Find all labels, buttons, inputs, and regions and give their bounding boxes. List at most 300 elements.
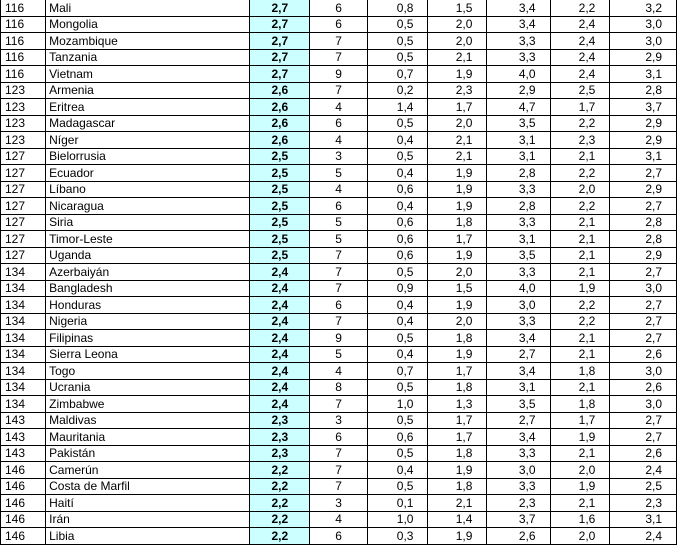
value-cell-2: 0,5 [367, 379, 428, 396]
value-cell-5: 2,0 [550, 462, 610, 479]
value-cell-1: 4 [310, 99, 368, 116]
value-cell-3: 1,8 [428, 330, 487, 347]
value-cell-4: 3,3 [487, 33, 550, 50]
score-cell: 2,3 [250, 429, 310, 446]
value-cell-6: 3,7 [610, 99, 677, 116]
value-cell-2: 0,5 [367, 33, 428, 50]
score-cell: 2,5 [250, 247, 310, 264]
value-cell-4: 3,0 [487, 297, 550, 314]
table-row [1, 66, 677, 83]
table-row [1, 264, 677, 281]
value-cell-3: 1,4 [428, 511, 487, 528]
value-cell-6: 2,9 [610, 247, 677, 264]
value-cell-4: 3,3 [487, 214, 550, 231]
table-row [1, 198, 677, 215]
value-cell-1: 4 [310, 132, 368, 149]
table-row [1, 379, 677, 396]
country-cell: Libia [46, 528, 250, 545]
rank-cell: 134 [1, 396, 46, 413]
value-cell-5: 2,2 [550, 0, 610, 16]
value-cell-5: 2,1 [550, 330, 610, 347]
country-cell: Ucrania [46, 379, 250, 396]
value-cell-1: 6 [310, 115, 368, 132]
country-cell: Pakistán [46, 445, 250, 462]
value-cell-6: 2,7 [610, 297, 677, 314]
score-cell: 2,6 [250, 115, 310, 132]
value-cell-2: 1,4 [367, 99, 428, 116]
rank-cell: 127 [1, 247, 46, 264]
rank-cell: 134 [1, 346, 46, 363]
value-cell-6: 3,0 [610, 280, 677, 297]
value-cell-5: 2,4 [550, 66, 610, 83]
rank-cell: 146 [1, 528, 46, 545]
value-cell-3: 1,7 [428, 429, 487, 446]
value-cell-5: 1,9 [550, 429, 610, 446]
value-cell-5: 2,2 [550, 313, 610, 330]
value-cell-4: 3,1 [487, 148, 550, 165]
value-cell-1: 6 [310, 198, 368, 215]
table-row [1, 132, 677, 149]
value-cell-2: 0,3 [367, 528, 428, 545]
table-row [1, 247, 677, 264]
value-cell-3: 1,7 [428, 412, 487, 429]
table-row [1, 297, 677, 314]
rank-cell: 143 [1, 412, 46, 429]
value-cell-6: 2,9 [610, 49, 677, 66]
value-cell-4: 4,0 [487, 66, 550, 83]
country-cell: Madagascar [46, 115, 250, 132]
country-cell: Eritrea [46, 99, 250, 116]
value-cell-1: 6 [310, 528, 368, 545]
value-cell-3: 2,0 [428, 115, 487, 132]
value-cell-6: 2,6 [610, 346, 677, 363]
rank-cell: 146 [1, 511, 46, 528]
country-cell: Bangladesh [46, 280, 250, 297]
value-cell-5: 1,8 [550, 363, 610, 380]
country-cell: Uganda [46, 247, 250, 264]
value-cell-2: 0,4 [367, 313, 428, 330]
country-cell: Ecuador [46, 165, 250, 182]
value-cell-6: 2,6 [610, 445, 677, 462]
value-cell-4: 3,3 [487, 445, 550, 462]
value-cell-5: 2,1 [550, 214, 610, 231]
score-cell: 2,5 [250, 148, 310, 165]
value-cell-2: 0,5 [367, 264, 428, 281]
value-cell-5: 2,1 [550, 247, 610, 264]
value-cell-1: 7 [310, 247, 368, 264]
value-cell-3: 1,9 [428, 462, 487, 479]
value-cell-4: 3,1 [487, 132, 550, 149]
value-cell-6: 2,8 [610, 82, 677, 99]
score-cell: 2,4 [250, 363, 310, 380]
value-cell-1: 7 [310, 396, 368, 413]
value-cell-1: 5 [310, 346, 368, 363]
value-cell-4: 3,0 [487, 462, 550, 479]
value-cell-2: 0,5 [367, 412, 428, 429]
score-cell: 2,7 [250, 16, 310, 33]
table-row [1, 330, 677, 347]
country-cell: Honduras [46, 297, 250, 314]
country-cell: Haití [46, 495, 250, 512]
rank-cell: 116 [1, 66, 46, 83]
value-cell-4: 2,6 [487, 528, 550, 545]
value-cell-3: 1,9 [428, 528, 487, 545]
score-cell: 2,6 [250, 99, 310, 116]
value-cell-5: 2,1 [550, 346, 610, 363]
rank-cell: 134 [1, 313, 46, 330]
value-cell-1: 3 [310, 412, 368, 429]
value-cell-2: 0,4 [367, 198, 428, 215]
table-row [1, 429, 677, 446]
value-cell-4: 3,3 [487, 478, 550, 495]
value-cell-6: 2,9 [610, 115, 677, 132]
value-cell-5: 2,4 [550, 33, 610, 50]
value-cell-2: 0,4 [367, 132, 428, 149]
table-row [1, 49, 677, 66]
value-cell-5: 1,7 [550, 412, 610, 429]
value-cell-3: 2,0 [428, 264, 487, 281]
table-row [1, 115, 677, 132]
value-cell-6: 2,7 [610, 429, 677, 446]
table-row [1, 412, 677, 429]
value-cell-5: 1,9 [550, 280, 610, 297]
value-cell-2: 0,6 [367, 231, 428, 248]
country-cell: Mali [46, 0, 250, 16]
value-cell-2: 0,4 [367, 346, 428, 363]
value-cell-5: 1,6 [550, 511, 610, 528]
value-cell-3: 1,9 [428, 198, 487, 215]
value-cell-1: 3 [310, 495, 368, 512]
value-cell-2: 0,6 [367, 429, 428, 446]
value-cell-2: 0,5 [367, 478, 428, 495]
value-cell-3: 1,9 [428, 297, 487, 314]
table-row [1, 99, 677, 116]
rank-cell: 134 [1, 379, 46, 396]
score-cell: 2,7 [250, 49, 310, 66]
table-row [1, 231, 677, 248]
rank-cell: 134 [1, 297, 46, 314]
value-cell-2: 0,9 [367, 280, 428, 297]
value-cell-6: 2,8 [610, 214, 677, 231]
value-cell-3: 1,8 [428, 445, 487, 462]
value-cell-5: 2,0 [550, 181, 610, 198]
value-cell-2: 0,5 [367, 445, 428, 462]
country-cell: Azerbaiyán [46, 264, 250, 281]
rank-cell: 123 [1, 99, 46, 116]
value-cell-4: 3,5 [487, 115, 550, 132]
rank-cell: 127 [1, 214, 46, 231]
value-cell-3: 1,9 [428, 66, 487, 83]
rank-cell: 116 [1, 49, 46, 66]
value-cell-3: 2,1 [428, 495, 487, 512]
score-cell: 2,4 [250, 313, 310, 330]
value-cell-3: 1,7 [428, 99, 487, 116]
value-cell-1: 4 [310, 511, 368, 528]
table-row [1, 16, 677, 33]
value-cell-1: 8 [310, 379, 368, 396]
value-cell-5: 2,5 [550, 82, 610, 99]
value-cell-6: 2,4 [610, 462, 677, 479]
score-cell: 2,5 [250, 181, 310, 198]
table-row [1, 511, 677, 528]
value-cell-2: 0,4 [367, 297, 428, 314]
value-cell-5: 2,1 [550, 445, 610, 462]
value-cell-3: 2,0 [428, 33, 487, 50]
score-cell: 2,2 [250, 462, 310, 479]
value-cell-3: 2,1 [428, 49, 487, 66]
value-cell-2: 0,5 [367, 49, 428, 66]
table-row [1, 148, 677, 165]
value-cell-2: 0,6 [367, 181, 428, 198]
value-cell-1: 7 [310, 445, 368, 462]
rank-cell: 123 [1, 82, 46, 99]
value-cell-6: 2,8 [610, 231, 677, 248]
value-cell-5: 1,7 [550, 99, 610, 116]
country-cell: Zimbabwe [46, 396, 250, 413]
value-cell-1: 7 [310, 478, 368, 495]
score-cell: 2,2 [250, 511, 310, 528]
country-cell: Maldivas [46, 412, 250, 429]
value-cell-6: 3,1 [610, 511, 677, 528]
value-cell-5: 2,1 [550, 231, 610, 248]
rank-cell: 146 [1, 462, 46, 479]
value-cell-4: 3,3 [487, 264, 550, 281]
value-cell-4: 3,1 [487, 231, 550, 248]
value-cell-1: 7 [310, 462, 368, 479]
value-cell-1: 7 [310, 82, 368, 99]
value-cell-3: 1,8 [428, 478, 487, 495]
rank-cell: 116 [1, 33, 46, 50]
value-cell-4: 3,3 [487, 313, 550, 330]
score-cell: 2,2 [250, 495, 310, 512]
value-cell-3: 1,5 [428, 0, 487, 16]
rank-cell: 127 [1, 148, 46, 165]
table-row [1, 33, 677, 50]
rank-cell: 146 [1, 495, 46, 512]
value-cell-5: 2,2 [550, 297, 610, 314]
value-cell-2: 0,7 [367, 66, 428, 83]
value-cell-2: 0,4 [367, 165, 428, 182]
value-cell-2: 0,5 [367, 148, 428, 165]
value-cell-4: 2,7 [487, 412, 550, 429]
value-cell-4: 3,4 [487, 363, 550, 380]
value-cell-3: 1,7 [428, 231, 487, 248]
table-row [1, 495, 677, 512]
score-cell: 2,5 [250, 231, 310, 248]
score-cell: 2,5 [250, 165, 310, 182]
value-cell-4: 3,4 [487, 429, 550, 446]
value-cell-6: 2,9 [610, 181, 677, 198]
score-cell: 2,4 [250, 346, 310, 363]
value-cell-6: 2,6 [610, 379, 677, 396]
value-cell-1: 5 [310, 231, 368, 248]
value-cell-3: 1,9 [428, 181, 487, 198]
value-cell-4: 3,5 [487, 247, 550, 264]
country-cell: Irán [46, 511, 250, 528]
table-row [1, 363, 677, 380]
value-cell-4: 3,3 [487, 181, 550, 198]
score-cell: 2,5 [250, 198, 310, 215]
value-cell-2: 0,2 [367, 82, 428, 99]
value-cell-1: 6 [310, 429, 368, 446]
value-cell-3: 1,5 [428, 280, 487, 297]
value-cell-6: 2,9 [610, 132, 677, 149]
value-cell-2: 0,4 [367, 462, 428, 479]
score-cell: 2,7 [250, 0, 310, 16]
rank-cell: 134 [1, 330, 46, 347]
value-cell-4: 3,4 [487, 16, 550, 33]
score-cell: 2,4 [250, 379, 310, 396]
rank-cell: 127 [1, 181, 46, 198]
value-cell-2: 0,8 [367, 0, 428, 16]
value-cell-4: 3,4 [487, 0, 550, 16]
value-cell-1: 6 [310, 0, 368, 16]
table-row [1, 313, 677, 330]
value-cell-6: 3,0 [610, 363, 677, 380]
value-cell-6: 2,4 [610, 528, 677, 545]
table-row [1, 396, 677, 413]
value-cell-4: 2,3 [487, 495, 550, 512]
table-row [1, 165, 677, 182]
value-cell-4: 4,7 [487, 99, 550, 116]
value-cell-1: 9 [310, 330, 368, 347]
value-cell-4: 2,8 [487, 165, 550, 182]
value-cell-1: 9 [310, 66, 368, 83]
value-cell-2: 1,0 [367, 511, 428, 528]
value-cell-1: 7 [310, 33, 368, 50]
country-cell: Armenia [46, 82, 250, 99]
value-cell-3: 2,1 [428, 148, 487, 165]
table-row [1, 346, 677, 363]
value-cell-6: 3,0 [610, 33, 677, 50]
score-cell: 2,3 [250, 445, 310, 462]
value-cell-4: 2,9 [487, 82, 550, 99]
table-row [1, 181, 677, 198]
table-row [1, 462, 677, 479]
rank-cell: 146 [1, 478, 46, 495]
rank-cell: 127 [1, 165, 46, 182]
value-cell-5: 2,1 [550, 148, 610, 165]
country-cell: Níger [46, 132, 250, 149]
value-cell-1: 7 [310, 49, 368, 66]
value-cell-6: 2,3 [610, 495, 677, 512]
country-cell: Sierra Leona [46, 346, 250, 363]
value-cell-5: 2,2 [550, 165, 610, 182]
value-cell-1: 6 [310, 297, 368, 314]
value-cell-2: 1,0 [367, 396, 428, 413]
score-cell: 2,7 [250, 66, 310, 83]
rank-cell: 116 [1, 0, 46, 16]
value-cell-3: 1,9 [428, 165, 487, 182]
rank-cell: 127 [1, 231, 46, 248]
score-cell: 2,5 [250, 214, 310, 231]
country-cell: Costa de Marfil [46, 478, 250, 495]
country-cell: Mongolia [46, 16, 250, 33]
value-cell-3: 2,3 [428, 82, 487, 99]
value-cell-4: 3,5 [487, 396, 550, 413]
score-cell: 2,4 [250, 396, 310, 413]
value-cell-4: 2,7 [487, 346, 550, 363]
country-cell: Nigeria [46, 313, 250, 330]
value-cell-3: 1,3 [428, 396, 487, 413]
value-cell-1: 7 [310, 264, 368, 281]
value-cell-6: 3,0 [610, 396, 677, 413]
value-cell-6: 2,5 [610, 478, 677, 495]
table-row [1, 528, 677, 545]
value-cell-4: 2,8 [487, 198, 550, 215]
country-cell: Togo [46, 363, 250, 380]
rank-cell: 143 [1, 429, 46, 446]
country-cell: Mauritania [46, 429, 250, 446]
value-cell-4: 3,7 [487, 511, 550, 528]
value-cell-5: 1,8 [550, 396, 610, 413]
score-cell: 2,3 [250, 412, 310, 429]
value-cell-5: 1,9 [550, 478, 610, 495]
value-cell-6: 3,1 [610, 148, 677, 165]
value-cell-4: 3,4 [487, 330, 550, 347]
country-cell: Mozambique [46, 33, 250, 50]
value-cell-5: 2,3 [550, 132, 610, 149]
value-cell-1: 5 [310, 165, 368, 182]
score-cell: 2,4 [250, 264, 310, 281]
value-cell-2: 0,5 [367, 16, 428, 33]
rank-cell: 127 [1, 198, 46, 215]
score-cell: 2,7 [250, 33, 310, 50]
value-cell-2: 0,6 [367, 247, 428, 264]
value-cell-6: 2,7 [610, 313, 677, 330]
country-cell: Camerún [46, 462, 250, 479]
value-cell-2: 0,5 [367, 330, 428, 347]
table-row [1, 214, 677, 231]
value-cell-1: 3 [310, 148, 368, 165]
country-cell: Siria [46, 214, 250, 231]
value-cell-6: 3,0 [610, 16, 677, 33]
table-row [1, 280, 677, 297]
score-cell: 2,6 [250, 132, 310, 149]
value-cell-2: 0,5 [367, 115, 428, 132]
value-cell-1: 7 [310, 280, 368, 297]
score-cell: 2,4 [250, 297, 310, 314]
value-cell-6: 2,7 [610, 264, 677, 281]
score-cell: 2,4 [250, 330, 310, 347]
value-cell-3: 2,1 [428, 132, 487, 149]
rank-cell: 134 [1, 264, 46, 281]
rank-cell: 143 [1, 445, 46, 462]
value-cell-5: 2,1 [550, 264, 610, 281]
value-cell-6: 3,2 [610, 0, 677, 16]
country-cell: Líbano [46, 181, 250, 198]
table-row [1, 478, 677, 495]
value-cell-4: 3,1 [487, 379, 550, 396]
rank-cell: 134 [1, 363, 46, 380]
value-cell-6: 2,7 [610, 198, 677, 215]
score-cell: 2,2 [250, 528, 310, 545]
value-cell-3: 1,8 [428, 379, 487, 396]
value-cell-5: 2,2 [550, 115, 610, 132]
score-cell: 2,4 [250, 280, 310, 297]
value-cell-3: 1,8 [428, 214, 487, 231]
value-cell-1: 7 [310, 313, 368, 330]
value-cell-5: 2,1 [550, 379, 610, 396]
value-cell-1: 4 [310, 363, 368, 380]
rank-cell: 116 [1, 16, 46, 33]
value-cell-3: 2,0 [428, 313, 487, 330]
value-cell-6: 2,7 [610, 165, 677, 182]
value-cell-2: 0,1 [367, 495, 428, 512]
value-cell-3: 1,9 [428, 346, 487, 363]
value-cell-5: 2,1 [550, 495, 610, 512]
value-cell-2: 0,6 [367, 214, 428, 231]
